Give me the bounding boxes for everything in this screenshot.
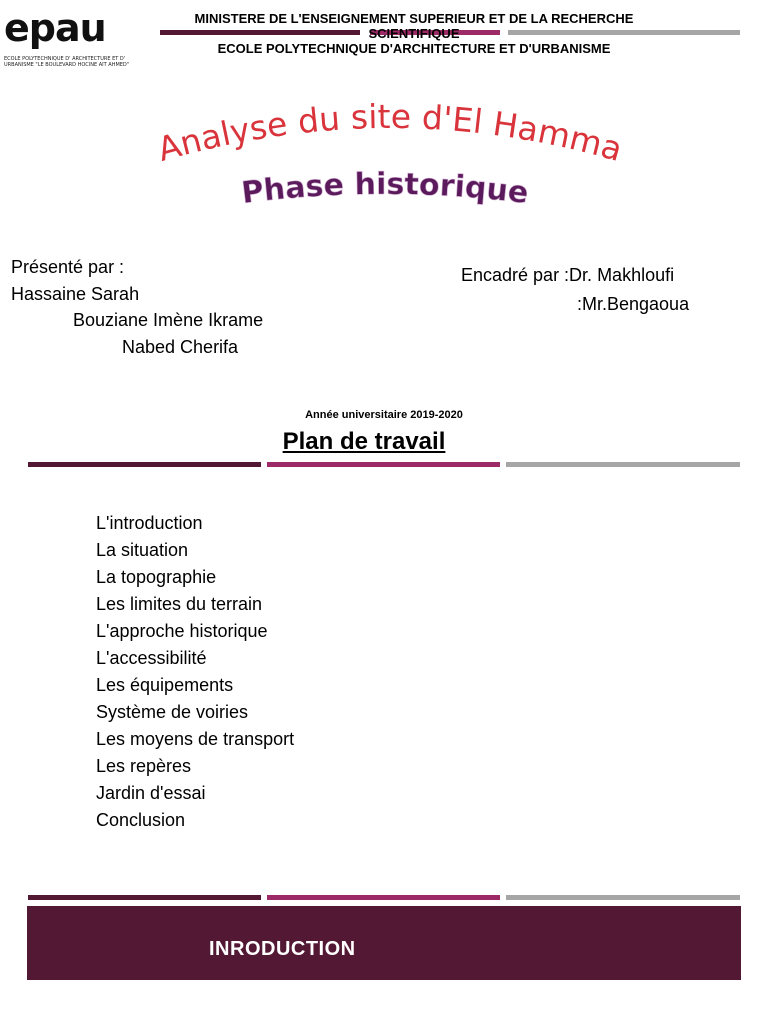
logo-subtitle: ECOLE POLYTECHNIQUE D' ARCHITECTURE ET D' URBANISME "LE BOULEVARD HOCINE AIT AHMED" bbox=[4, 56, 130, 68]
section-banner bbox=[27, 906, 741, 980]
separator-gray-bottom bbox=[506, 895, 740, 900]
plan-heading: Plan de travail bbox=[282, 428, 446, 455]
list-item: Les moyens de transport bbox=[96, 729, 295, 749]
main-title-text: Analyse du site d'El Hamma bbox=[153, 96, 627, 170]
list-item: L'introduction bbox=[96, 513, 203, 533]
list-item: Conclusion bbox=[96, 810, 186, 830]
phase-title-text: Phase historique bbox=[239, 166, 531, 212]
separator-maroon-bottom bbox=[28, 895, 261, 900]
list-item: L'accessibilité bbox=[96, 648, 207, 668]
supervisor-1: Encadré par :Dr. Makhloufi bbox=[461, 265, 675, 285]
author-3: Nabed Cherifa bbox=[122, 337, 239, 357]
svg-text:Phase historique bbox=[240, 167, 531, 211]
author-2: Bouziane Imène Ikrame bbox=[73, 310, 264, 330]
ministry-line-2: SCIENTIFIQUE bbox=[368, 26, 460, 41]
ministry-header bbox=[150, 11, 678, 56]
list-item: La topographie bbox=[96, 567, 217, 587]
svg-text:Analyse du site d'El Hamma bbox=[153, 97, 626, 169]
list-item: L'approche historique bbox=[96, 621, 268, 641]
ministry-line-1: MINISTERE DE L'ENSEIGNEMENT SUPERIEUR ET DE LA RECHERCHE bbox=[194, 11, 634, 26]
separator-gray bbox=[506, 462, 740, 467]
list-item: Les équipements bbox=[96, 675, 234, 695]
list-item: Les limites du terrain bbox=[96, 594, 263, 614]
phase-title bbox=[200, 162, 570, 232]
list-item: Système de voiries bbox=[96, 702, 249, 722]
separator-maroon bbox=[28, 462, 261, 467]
separator-magenta-bottom bbox=[267, 895, 500, 900]
academic-year: Année universitaire 2019-2020 bbox=[305, 409, 463, 421]
separator-magenta bbox=[267, 462, 500, 467]
plan-list bbox=[96, 510, 294, 834]
list-item: Les repères bbox=[96, 756, 192, 776]
epau-logo: epau bbox=[4, 6, 106, 50]
section-banner-title: INRODUCTION bbox=[209, 938, 356, 960]
supervisor-2: :Mr.Bengaoua bbox=[577, 294, 690, 314]
author-1: Hassaine Sarah bbox=[11, 284, 140, 304]
list-item: La situation bbox=[96, 540, 189, 560]
list-item: Jardin d'essai bbox=[96, 783, 206, 803]
school-name: ECOLE POLYTECHNIQUE D'ARCHITECTURE ET D'URBANISME bbox=[217, 41, 611, 56]
presented-by-label: Présenté par : bbox=[11, 257, 125, 277]
